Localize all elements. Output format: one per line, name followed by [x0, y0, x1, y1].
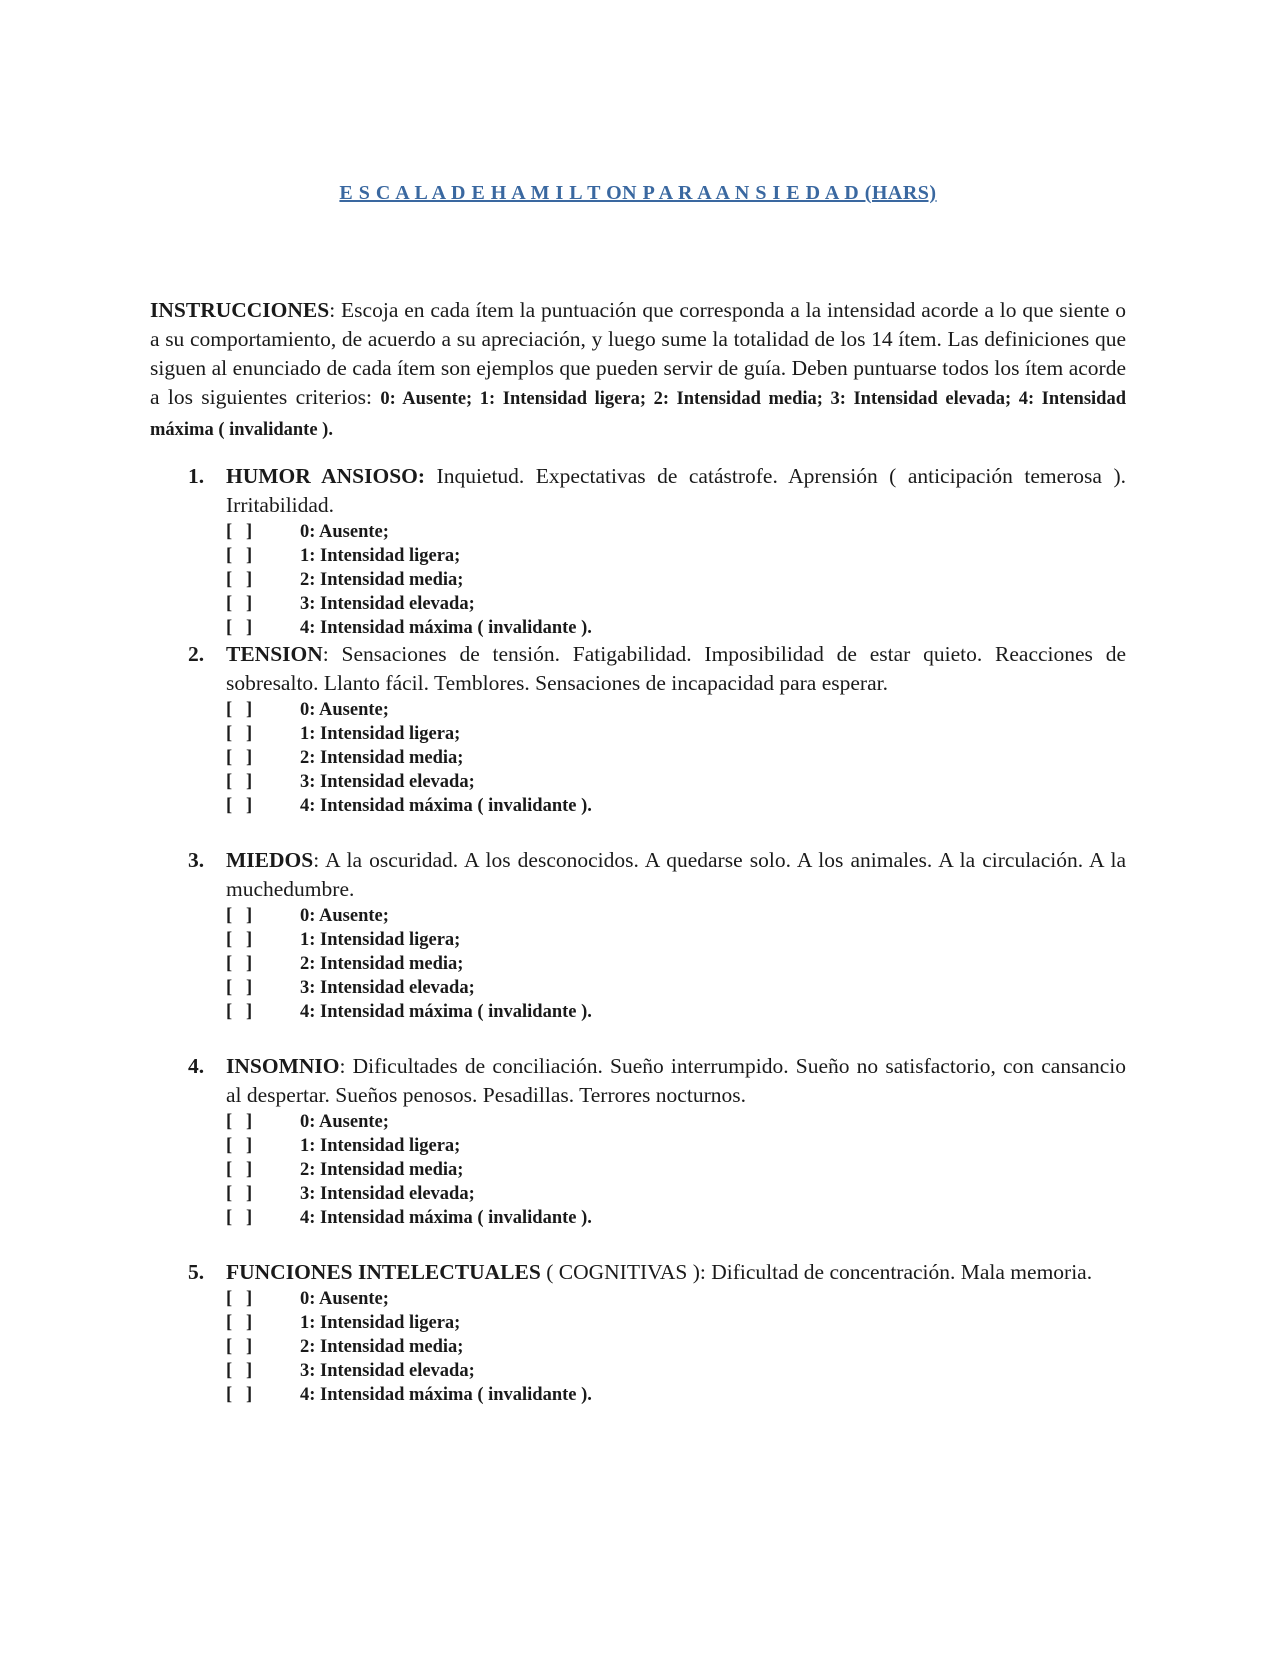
- option-label: 0: Ausente;: [300, 906, 389, 926]
- option-checkbox[interactable]: [ ]: [226, 906, 253, 926]
- scale-item-insomnio: [150, 1052, 1126, 1230]
- option-label: 4: Intensidad máxima ( invalidante ).: [300, 618, 592, 638]
- option-row: [226, 722, 1126, 746]
- item-number: 4.: [188, 1054, 205, 1078]
- option-label: 2: Intensidad media;: [300, 1160, 464, 1180]
- option-label: 2: Intensidad media;: [300, 1337, 464, 1357]
- option-checkbox[interactable]: [ ]: [226, 1136, 253, 1156]
- option-label: 1: Intensidad ligera;: [300, 546, 461, 566]
- option-row: [226, 520, 1126, 544]
- document-page: [150, 0, 1126, 1656]
- item-statement: [226, 640, 1126, 698]
- option-label: 3: Intensidad elevada;: [300, 1361, 475, 1381]
- option-label: 3: Intensidad elevada;: [300, 1184, 475, 1204]
- option-row: [226, 1182, 1126, 1206]
- instructions-text: : Escoja en cada ítem la puntuación que corresponda a la intensidad acorde a lo que siente o a su comportamiento, de acuerdo a su apreciación, y luego sume la totalidad de los 14 ítem. Las definiciones que siguen al enunciado de cada ítem son ejemplos que pueden servir de guía. Deben puntuarse todos los ítem acorde a los siguientes criterios:: [150, 298, 1126, 409]
- option-label: 3: Intensidad elevada;: [300, 594, 475, 614]
- item-number: 5.: [188, 1260, 205, 1284]
- item-options: [226, 1287, 1126, 1407]
- option-checkbox[interactable]: [ ]: [226, 546, 253, 566]
- option-row: [226, 976, 1126, 1000]
- option-label: 4: Intensidad máxima ( invalidante ).: [300, 1208, 592, 1228]
- option-row: [226, 544, 1126, 568]
- item-name: TENSION: [226, 642, 323, 666]
- option-label: 0: Ausente;: [300, 1289, 389, 1309]
- option-checkbox[interactable]: [ ]: [226, 522, 253, 542]
- option-label: 3: Intensidad elevada;: [300, 978, 475, 998]
- item-options: [226, 904, 1126, 1024]
- option-row: [226, 568, 1126, 592]
- item-statement: [226, 1258, 1126, 1287]
- item-number: 1.: [188, 464, 205, 488]
- option-checkbox[interactable]: [ ]: [226, 1184, 253, 1204]
- option-checkbox[interactable]: [ ]: [226, 930, 253, 950]
- option-row: [226, 592, 1126, 616]
- option-row: [226, 770, 1126, 794]
- option-row: [226, 1383, 1126, 1407]
- item-description: : A la oscuridad. A los desconocidos. A quedarse solo. A los animales. A la circulación. A la muchedumbre.: [226, 848, 1126, 901]
- option-checkbox[interactable]: [ ]: [226, 700, 253, 720]
- item-number: 2.: [188, 642, 205, 666]
- option-checkbox[interactable]: [ ]: [226, 1337, 253, 1357]
- item-options: [226, 520, 1126, 640]
- scale-item-miedos: [150, 846, 1126, 1024]
- option-checkbox[interactable]: [ ]: [226, 724, 253, 744]
- item-name: INSOMNIO: [226, 1054, 340, 1078]
- option-row: [226, 1359, 1126, 1383]
- option-checkbox[interactable]: [ ]: [226, 1160, 253, 1180]
- option-checkbox[interactable]: [ ]: [226, 1002, 253, 1022]
- option-checkbox[interactable]: [ ]: [226, 570, 253, 590]
- option-row: [226, 616, 1126, 640]
- item-statement: [226, 1052, 1126, 1110]
- item-options: [226, 698, 1126, 818]
- option-label: 1: Intensidad ligera;: [300, 930, 461, 950]
- item-name: MIEDOS: [226, 848, 314, 872]
- option-checkbox[interactable]: [ ]: [226, 1289, 253, 1309]
- item-description: : Sensaciones de tensión. Fatigabilidad. Imposibilidad de estar quieto. Reacciones de sobresalto. Llanto fácil. Temblores. Sensaciones de incapacidad para esperar.: [226, 642, 1126, 695]
- option-row: [226, 952, 1126, 976]
- option-label: 4: Intensidad máxima ( invalidante ).: [300, 796, 592, 816]
- option-label: 2: Intensidad media;: [300, 748, 464, 768]
- option-checkbox[interactable]: [ ]: [226, 978, 253, 998]
- option-label: 2: Intensidad media;: [300, 570, 464, 590]
- option-checkbox[interactable]: [ ]: [226, 594, 253, 614]
- option-checkbox[interactable]: [ ]: [226, 796, 253, 816]
- option-row: [226, 1335, 1126, 1359]
- option-checkbox[interactable]: [ ]: [226, 748, 253, 768]
- option-checkbox[interactable]: [ ]: [226, 618, 253, 638]
- option-label: 1: Intensidad ligera;: [300, 1136, 461, 1156]
- instructions-lead: INSTRUCCIONES: [150, 298, 330, 322]
- option-label: 1: Intensidad ligera;: [300, 724, 461, 744]
- item-statement: [226, 462, 1126, 520]
- option-label: 1: Intensidad ligera;: [300, 1313, 461, 1333]
- option-label: 0: Ausente;: [300, 1112, 389, 1132]
- option-row: [226, 1287, 1126, 1311]
- instructions-paragraph: [150, 296, 1126, 445]
- option-row: [226, 928, 1126, 952]
- option-checkbox[interactable]: [ ]: [226, 954, 253, 974]
- option-row: [226, 1311, 1126, 1335]
- item-options: [226, 1110, 1126, 1230]
- option-label: 0: Ausente;: [300, 522, 389, 542]
- option-row: [226, 904, 1126, 928]
- item-description: : Dificultades de conciliación. Sueño interrumpido. Sueño no satisfactorio, con cansancio al despertar. Sueños penosos. Pesadillas. Terrores nocturnos.: [226, 1054, 1126, 1107]
- item-number: 3.: [188, 848, 205, 872]
- option-row: [226, 794, 1126, 818]
- instructions-criteria: 0: Ausente; 1: Intensidad ligera; 2: Intensidad media; 3: Intensidad elevada; 4: Intensidad máxima ( invalidante ).: [150, 389, 1126, 440]
- option-row: [226, 1000, 1126, 1024]
- scale-item-tension: [150, 640, 1126, 818]
- option-row: [226, 1206, 1126, 1230]
- option-row: [226, 1134, 1126, 1158]
- document-title: E S C A L A D E H A M I L T ON P A R A A N S I E D A D (HARS): [339, 182, 937, 204]
- item-description: ( COGNITIVAS ): Dificultad de concentración. Mala memoria.: [540, 1260, 1093, 1284]
- option-checkbox[interactable]: [ ]: [226, 1385, 253, 1405]
- scale-item-humor-ansioso: [150, 462, 1126, 640]
- item-statement: [226, 846, 1126, 904]
- option-label: 3: Intensidad elevada;: [300, 772, 475, 792]
- scale-items-list: [150, 462, 1126, 1407]
- option-label: 4: Intensidad máxima ( invalidante ).: [300, 1385, 592, 1405]
- option-row: [226, 746, 1126, 770]
- option-checkbox[interactable]: [ ]: [226, 1112, 253, 1132]
- option-checkbox[interactable]: [ ]: [226, 1313, 253, 1333]
- item-name: HUMOR ANSIOSO:: [226, 464, 426, 488]
- option-row: [226, 1110, 1126, 1134]
- option-label: 0: Ausente;: [300, 700, 389, 720]
- option-label: 4: Intensidad máxima ( invalidante ).: [300, 1002, 592, 1022]
- option-checkbox[interactable]: [ ]: [226, 772, 253, 792]
- option-label: 2: Intensidad media;: [300, 954, 464, 974]
- option-checkbox[interactable]: [ ]: [226, 1208, 253, 1228]
- option-checkbox[interactable]: [ ]: [226, 1361, 253, 1381]
- item-name: FUNCIONES INTELECTUALES: [226, 1260, 541, 1284]
- option-row: [226, 698, 1126, 722]
- item-description: Inquietud. Expectativas de catástrofe. Aprensión ( anticipación temerosa ). Irritabilidad.: [226, 464, 1126, 517]
- option-row: [226, 1158, 1126, 1182]
- scale-item-funciones-intelectuales: [150, 1258, 1126, 1407]
